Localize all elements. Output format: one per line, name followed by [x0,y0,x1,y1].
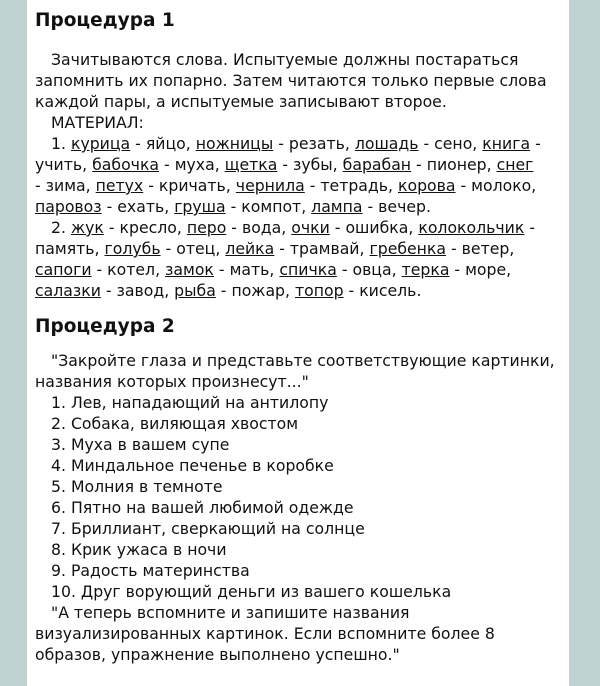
intro-line-1: Зачитываются слова. Испытуемые должны постараться [51,50,519,69]
list1-line-1: 1. курица - яйцо, ножницы - резать, лошадь - сено, книга - [51,134,541,153]
p2-intro-line-2: названия которых произнесут..." [35,372,309,391]
list2-line-4: салазки - завод, рыба - пожар, топор - кисель. [35,281,422,300]
list-item: 3. Муха в вашем супе [51,435,230,454]
intro-line-3: каждой пары, а испытуемые записывают второе. [35,92,447,111]
intro-line-2: запомнить их попарно. Затем читаются только первые слова [35,71,547,90]
list1-line-4: паровоз - ехать, груша - компот, лампа - вечер. [35,197,431,216]
p2-intro-line-1: "Закройте глаза и представьте соответствующие картинки, [51,351,555,370]
list-item: 1. Лев, нападающий на антилопу [51,393,329,412]
list-item: 2. Собака, виляющая хвостом [51,414,299,433]
p2-outro-line-2: визуализированных картинок. Если вспомните более 8 [35,624,495,643]
list2-line-1: 2. жук - кресло, перо - вода, очки - ошибка, колокольчик - [51,218,535,237]
list-item: 9. Радость материнства [51,561,250,580]
document-page [27,0,569,686]
material-label: МАТЕРИАЛ: [51,113,144,132]
list2-line-2: память, голубь - отец, лейка - трамвай, гребенка - ветер, [35,239,515,258]
list-item: 10. Друг ворующий деньги из вашего кошелька [51,582,452,601]
list-item: 4. Миндальное печенье в коробке [51,456,334,475]
procedure-1-title: Процедура 1 [35,10,175,31]
list1-line-2: учить, бабочка - муха, щетка - зубы, барабан - пионер, снег [35,155,534,174]
list2-line-3: сапоги - котел, замок - мать, спичка - овца, терка - море, [35,260,512,279]
list-item: 7. Бриллиант, сверкающий на солнце [51,519,365,538]
list-item: 8. Крик ужаса в ночи [51,540,227,559]
p2-outro-line-3: образов, упражнение выполнено успешно." [35,645,400,664]
procedure-2-title: Процедура 2 [35,316,175,337]
list1-line-3: - зима, петух - кричать, чернила - тетрадь, корова - молоко, [35,176,537,195]
list-item: 5. Молния в темноте [51,477,223,496]
list-item: 6. Пятно на вашей любимой одежде [51,498,354,517]
p2-outro-line-1: "А теперь вспомните и запишите названия [51,603,410,622]
